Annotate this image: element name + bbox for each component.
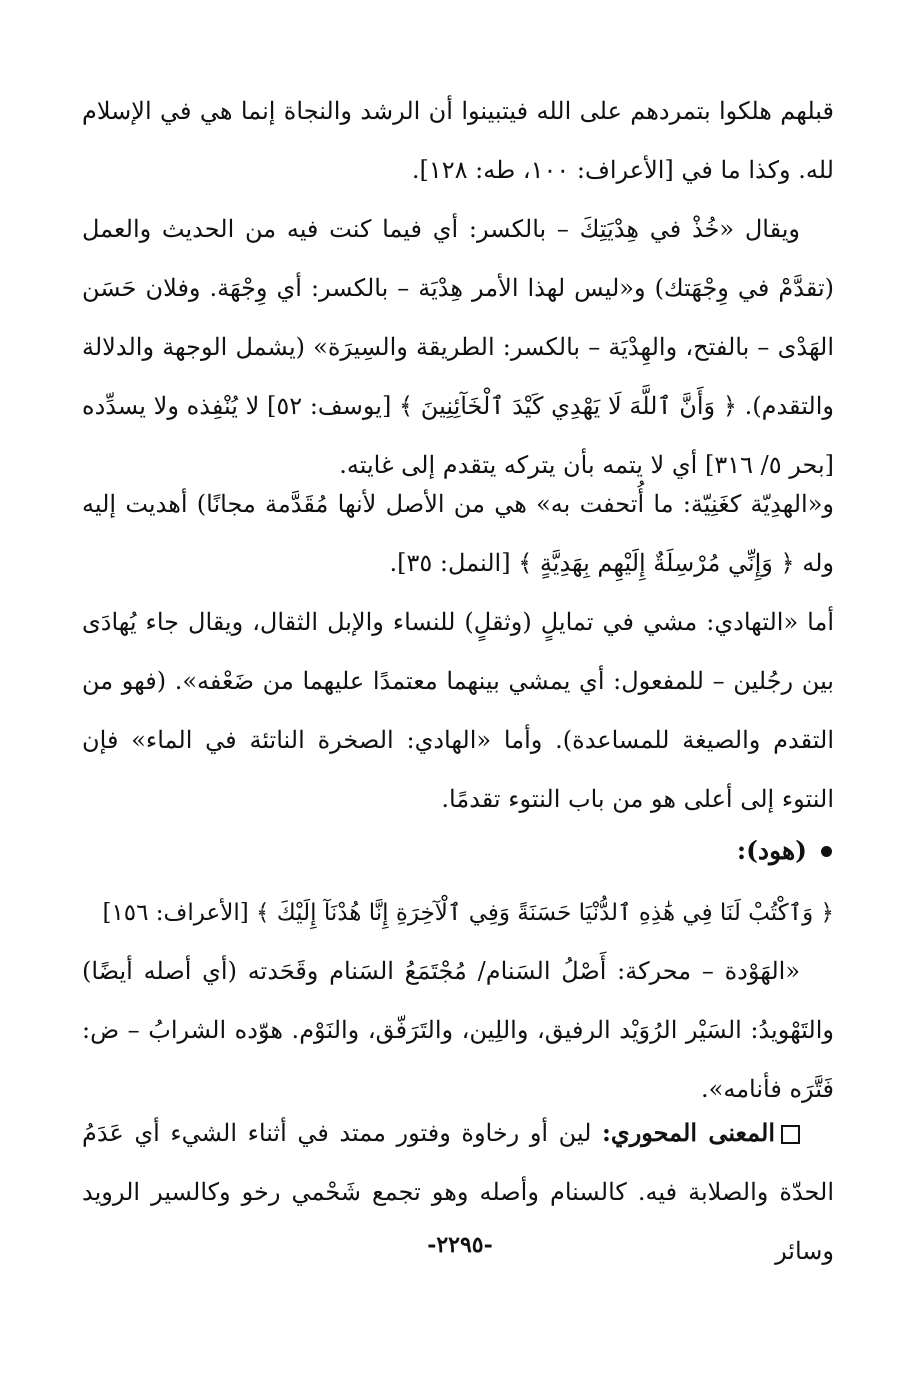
checkbox-icon [781,1125,800,1144]
paragraph-3 [82,475,834,593]
core-meaning-label: المعنى المحوري: [602,1118,775,1147]
paragraph-4-text: أما «التهادي: مشي في تمايلٍ (وثقلٍ) للنساء والإبل الثقال، ويقال جاء يُهادَى بين رجُلين – للمفعول: أي يمشي بينهما معتمدًا عليهما من ضَعْفه». (فهو من التقدم والصيغة للمساعدة). وأما «الهادي: الصخرة الناتئة في الماء» فإن النتوء إلى أعلى هو من باب النتوء تقدمًا. [82,608,834,813]
paragraph-5 [82,942,834,1119]
paragraph-3-text: و«الهدِيّة كغَنِيّة: ما أُتحفت به» هي من الأصل لأنها مُقَدَّمة مجانًا) أهديت إليه وله ﴿ وَإِنِّي مُرْسِلَةٌ إِلَيْهِم بِهَدِيَّةٍ ﴾ [النمل: ٣٥]. [82,490,834,577]
paragraph-2-text: ويقال «خُذْ في هِدْيَتِكَ – بالكسر: أي فيما كنت فيه من الحديث والعمل (تقدَّمْ في وِجْهَتك) و«ليس لهذا الأمر هِدْيَة – بالكسر: أي وِجْهَة. وفلان حَسَن الهَدْى – بالفتح، والهِدْيَة – بالكسر: الطريقة والسِيرَة» (يشمل الوجهة والدلالة والتقدم). ﴿ وَأَنَّ ٱللَّهَ لَا يَهْدِي كَيْدَ ٱلْخَآئِنِينَ ﴾ [يوسف: ٥٢] لا يُنْفِذه ولا يسدِّده [بحر ٥/ ٣١٦] أي لا يتمه بأن يتركه يتقدم إلى غايته. [82,215,835,479]
section-heading-text: (هود): [736,836,807,865]
paragraph-2 [82,200,834,495]
quran-verse [82,884,834,943]
paragraph-4 [82,593,834,829]
paragraph-1 [82,82,834,200]
paragraph-5-text: «الهَوْدة – محركة: أَصْلُ السَنام/ مُجْتَمَعُ السَنام وقَحَدته (أي أصله أيضًا) والتَهْويدُ: السَيْر الرُوَيْد الرفيق، واللِين، والتَرَفّق، والنَوْم. هوّده الشرابُ – ض: فَتَّرَه فأنامه». [82,957,834,1103]
core-meaning-text: لين أو رخاوة وفتور ممتد في أثناء الشيء أي عَدَمُ الحدّة والصلابة فيه. كالسنام وأصله وهو تجمع شَحْمي رخو وكالسير الرويد وسائر [82,1119,834,1265]
quran-verse-text: ﴿ وَٱكْتُبْ لَنَا فِي هَٰذِهِ ٱلدُّنْيَا حَسَنَةً وَفِي ٱلْآخِرَةِ إِنَّا هُدْنَآ إِلَيْكَ ﴾ [الأعراف: ١٥٦] [102,900,834,926]
bullet-icon [821,846,832,857]
page-number: -٢٢٩٥- [427,1232,493,1258]
section-heading [737,826,832,876]
paragraph-1-text: قبلهم هلكوا بتمردهم على الله فيتبينوا أن الرشد والنجاة إنما هي في الإسلام لله. وكذا ما في [الأعراف: ١٠٠، طه: ١٢٨]. [82,97,834,184]
